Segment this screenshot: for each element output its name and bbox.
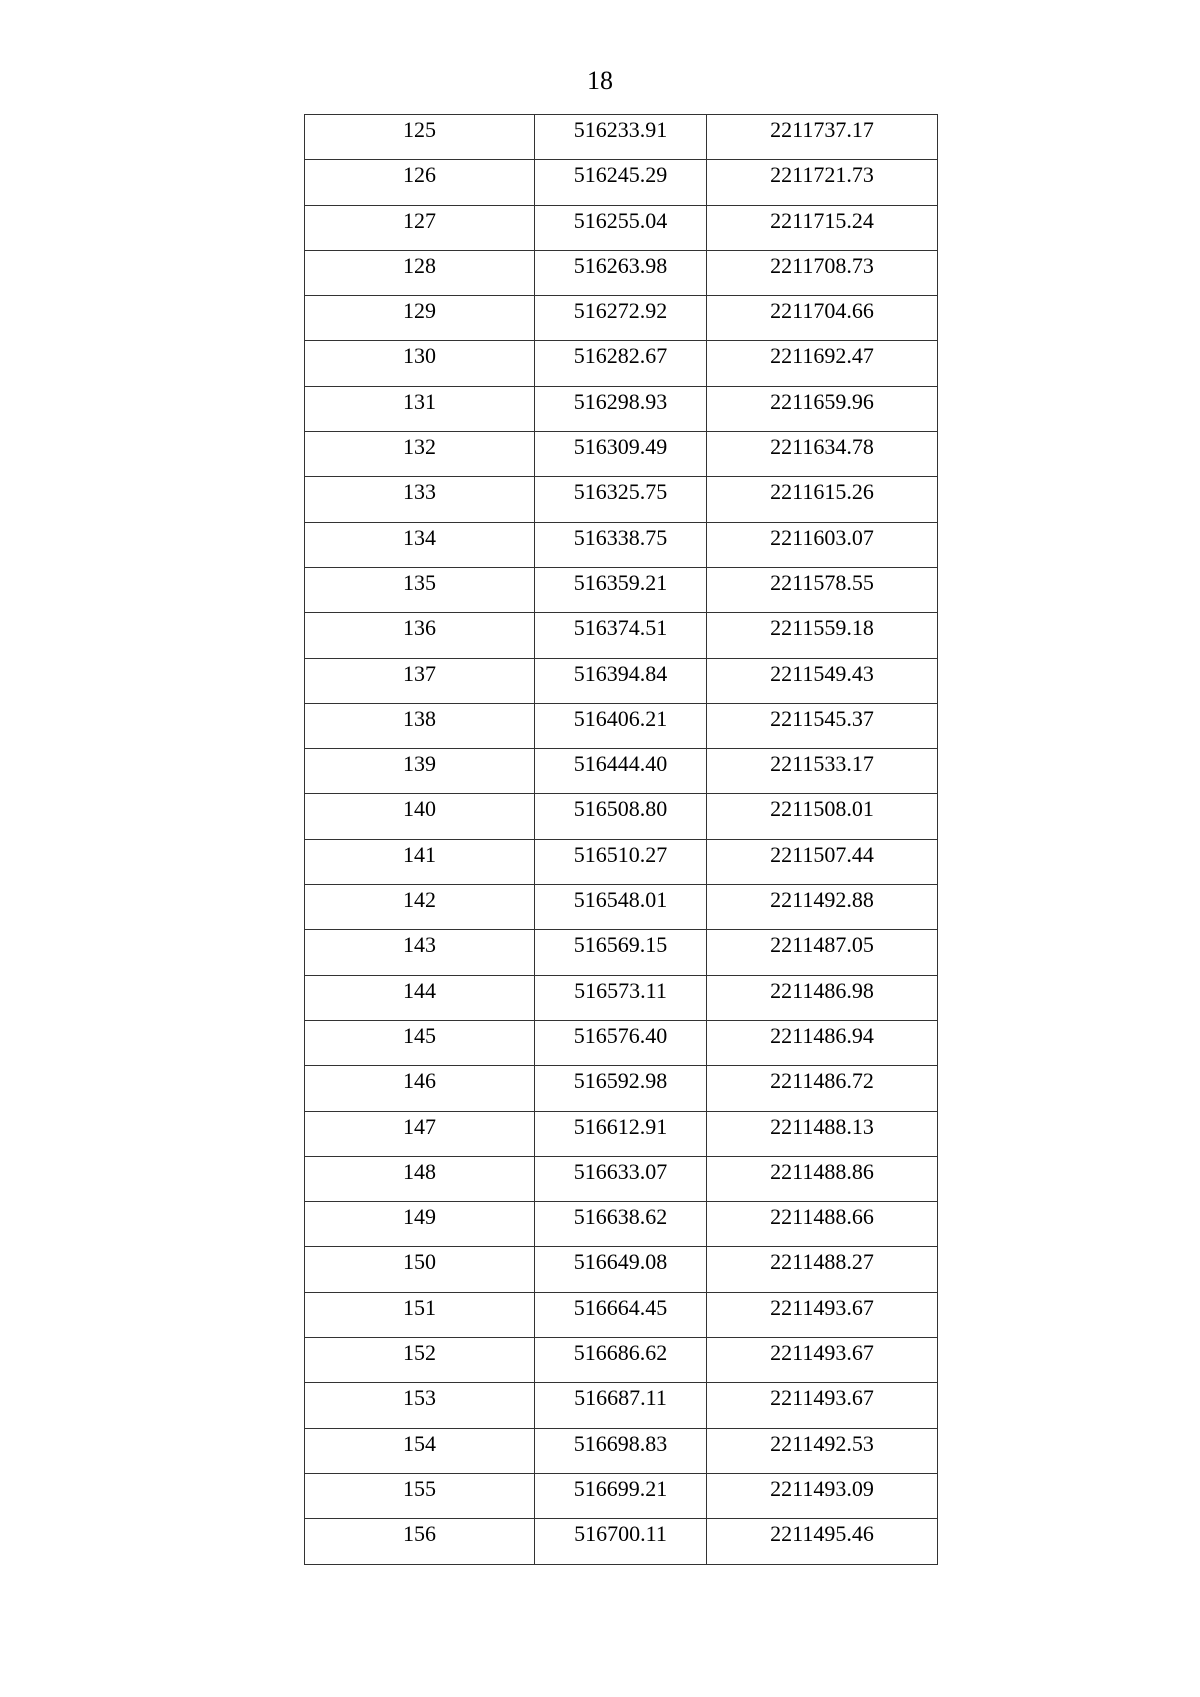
y-coordinate-cell: 2211659.96 (707, 386, 938, 431)
point-number-cell: 147 (305, 1111, 535, 1156)
point-number-cell: 146 (305, 1066, 535, 1111)
y-coordinate-cell: 2211488.13 (707, 1111, 938, 1156)
table-row (305, 703, 938, 748)
x-coordinate-cell: 516298.93 (535, 386, 707, 431)
y-coordinate-cell: 2211533.17 (707, 749, 938, 794)
x-coordinate-cell: 516374.51 (535, 613, 707, 658)
table-row (305, 1247, 938, 1292)
x-coordinate-cell: 516510.27 (535, 839, 707, 884)
table-row (305, 522, 938, 567)
point-number-cell: 144 (305, 975, 535, 1020)
point-number-cell: 148 (305, 1156, 535, 1201)
table-row (305, 975, 938, 1020)
table-row (305, 1066, 938, 1111)
y-coordinate-cell: 2211549.43 (707, 658, 938, 703)
y-coordinate-cell: 2211715.24 (707, 205, 938, 250)
table-row (305, 658, 938, 703)
table-row (305, 296, 938, 341)
x-coordinate-cell: 516700.11 (535, 1519, 707, 1564)
point-number-cell: 136 (305, 613, 535, 658)
y-coordinate-cell: 2211578.55 (707, 567, 938, 612)
page-number: 18 (587, 66, 613, 95)
x-coordinate-cell: 516444.40 (535, 749, 707, 794)
y-coordinate-cell: 2211493.67 (707, 1383, 938, 1428)
point-number-cell: 150 (305, 1247, 535, 1292)
x-coordinate-cell: 516263.98 (535, 250, 707, 295)
point-number-cell: 138 (305, 703, 535, 748)
y-coordinate-cell: 2211708.73 (707, 250, 938, 295)
y-coordinate-cell: 2211559.18 (707, 613, 938, 658)
point-number-cell: 142 (305, 885, 535, 930)
table-row (305, 1202, 938, 1247)
point-number-cell: 143 (305, 930, 535, 975)
table-row (305, 477, 938, 522)
table-row (305, 1383, 938, 1428)
x-coordinate-cell: 516686.62 (535, 1338, 707, 1383)
x-coordinate-cell: 516272.92 (535, 296, 707, 341)
point-number-cell: 139 (305, 749, 535, 794)
x-coordinate-cell: 516325.75 (535, 477, 707, 522)
x-coordinate-cell: 516255.04 (535, 205, 707, 250)
table-row (305, 1156, 938, 1201)
point-number-cell: 128 (305, 250, 535, 295)
y-coordinate-cell: 2211488.86 (707, 1156, 938, 1201)
x-coordinate-cell: 516406.21 (535, 703, 707, 748)
y-coordinate-cell: 2211488.66 (707, 1202, 938, 1247)
point-number-cell: 126 (305, 160, 535, 205)
point-number-cell: 156 (305, 1519, 535, 1564)
y-coordinate-cell: 2211493.67 (707, 1338, 938, 1383)
table-row (305, 1338, 938, 1383)
x-coordinate-cell: 516664.45 (535, 1292, 707, 1337)
y-coordinate-cell: 2211487.05 (707, 930, 938, 975)
x-coordinate-cell: 516576.40 (535, 1020, 707, 1065)
table-row (305, 1519, 938, 1564)
y-coordinate-cell: 2211486.94 (707, 1020, 938, 1065)
point-number-cell: 153 (305, 1383, 535, 1428)
x-coordinate-cell: 516592.98 (535, 1066, 707, 1111)
table-row (305, 839, 938, 884)
point-number-cell: 154 (305, 1428, 535, 1473)
point-number-cell: 137 (305, 658, 535, 703)
y-coordinate-cell: 2211493.09 (707, 1473, 938, 1518)
coordinate-table-body (305, 115, 938, 1565)
table-row (305, 1111, 938, 1156)
y-coordinate-cell: 2211692.47 (707, 341, 938, 386)
y-coordinate-cell: 2211634.78 (707, 432, 938, 477)
table-row (305, 567, 938, 612)
y-coordinate-cell: 2211545.37 (707, 703, 938, 748)
table-row (305, 115, 938, 160)
y-coordinate-cell: 2211495.46 (707, 1519, 938, 1564)
table-row (305, 613, 938, 658)
x-coordinate-cell: 516687.11 (535, 1383, 707, 1428)
table-row (305, 1292, 938, 1337)
y-coordinate-cell: 2211486.98 (707, 975, 938, 1020)
table-row (305, 250, 938, 295)
point-number-cell: 134 (305, 522, 535, 567)
table-row (305, 1020, 938, 1065)
point-number-cell: 140 (305, 794, 535, 839)
point-number-cell: 151 (305, 1292, 535, 1337)
x-coordinate-cell: 516282.67 (535, 341, 707, 386)
point-number-cell: 141 (305, 839, 535, 884)
y-coordinate-cell: 2211615.26 (707, 477, 938, 522)
x-coordinate-cell: 516233.91 (535, 115, 707, 160)
x-coordinate-cell: 516569.15 (535, 930, 707, 975)
x-coordinate-cell: 516698.83 (535, 1428, 707, 1473)
x-coordinate-cell: 516338.75 (535, 522, 707, 567)
y-coordinate-cell: 2211493.67 (707, 1292, 938, 1337)
coordinate-table (304, 114, 938, 1565)
table-row (305, 930, 938, 975)
x-coordinate-cell: 516612.91 (535, 1111, 707, 1156)
y-coordinate-cell: 2211492.88 (707, 885, 938, 930)
x-coordinate-cell: 516638.62 (535, 1202, 707, 1247)
x-coordinate-cell: 516508.80 (535, 794, 707, 839)
table-row (305, 341, 938, 386)
point-number-cell: 132 (305, 432, 535, 477)
table-row (305, 1473, 938, 1518)
y-coordinate-cell: 2211603.07 (707, 522, 938, 567)
x-coordinate-cell: 516649.08 (535, 1247, 707, 1292)
point-number-cell: 129 (305, 296, 535, 341)
point-number-cell: 125 (305, 115, 535, 160)
x-coordinate-cell: 516573.11 (535, 975, 707, 1020)
y-coordinate-cell: 2211508.01 (707, 794, 938, 839)
x-coordinate-cell: 516245.29 (535, 160, 707, 205)
table-row (305, 1428, 938, 1473)
point-number-cell: 149 (305, 1202, 535, 1247)
point-number-cell: 152 (305, 1338, 535, 1383)
table-row (305, 432, 938, 477)
y-coordinate-cell: 2211704.66 (707, 296, 938, 341)
table-row (305, 885, 938, 930)
y-coordinate-cell: 2211507.44 (707, 839, 938, 884)
point-number-cell: 131 (305, 386, 535, 431)
x-coordinate-cell: 516699.21 (535, 1473, 707, 1518)
table-row (305, 386, 938, 431)
y-coordinate-cell: 2211492.53 (707, 1428, 938, 1473)
point-number-cell: 133 (305, 477, 535, 522)
x-coordinate-cell: 516309.49 (535, 432, 707, 477)
point-number-cell: 135 (305, 567, 535, 612)
y-coordinate-cell: 2211488.27 (707, 1247, 938, 1292)
point-number-cell: 155 (305, 1473, 535, 1518)
x-coordinate-cell: 516394.84 (535, 658, 707, 703)
y-coordinate-cell: 2211737.17 (707, 115, 938, 160)
table-row (305, 160, 938, 205)
x-coordinate-cell: 516633.07 (535, 1156, 707, 1201)
table-row (305, 749, 938, 794)
point-number-cell: 127 (305, 205, 535, 250)
point-number-cell: 130 (305, 341, 535, 386)
x-coordinate-cell: 516548.01 (535, 885, 707, 930)
y-coordinate-cell: 2211721.73 (707, 160, 938, 205)
table-row (305, 794, 938, 839)
table-row (305, 205, 938, 250)
point-number-cell: 145 (305, 1020, 535, 1065)
y-coordinate-cell: 2211486.72 (707, 1066, 938, 1111)
x-coordinate-cell: 516359.21 (535, 567, 707, 612)
